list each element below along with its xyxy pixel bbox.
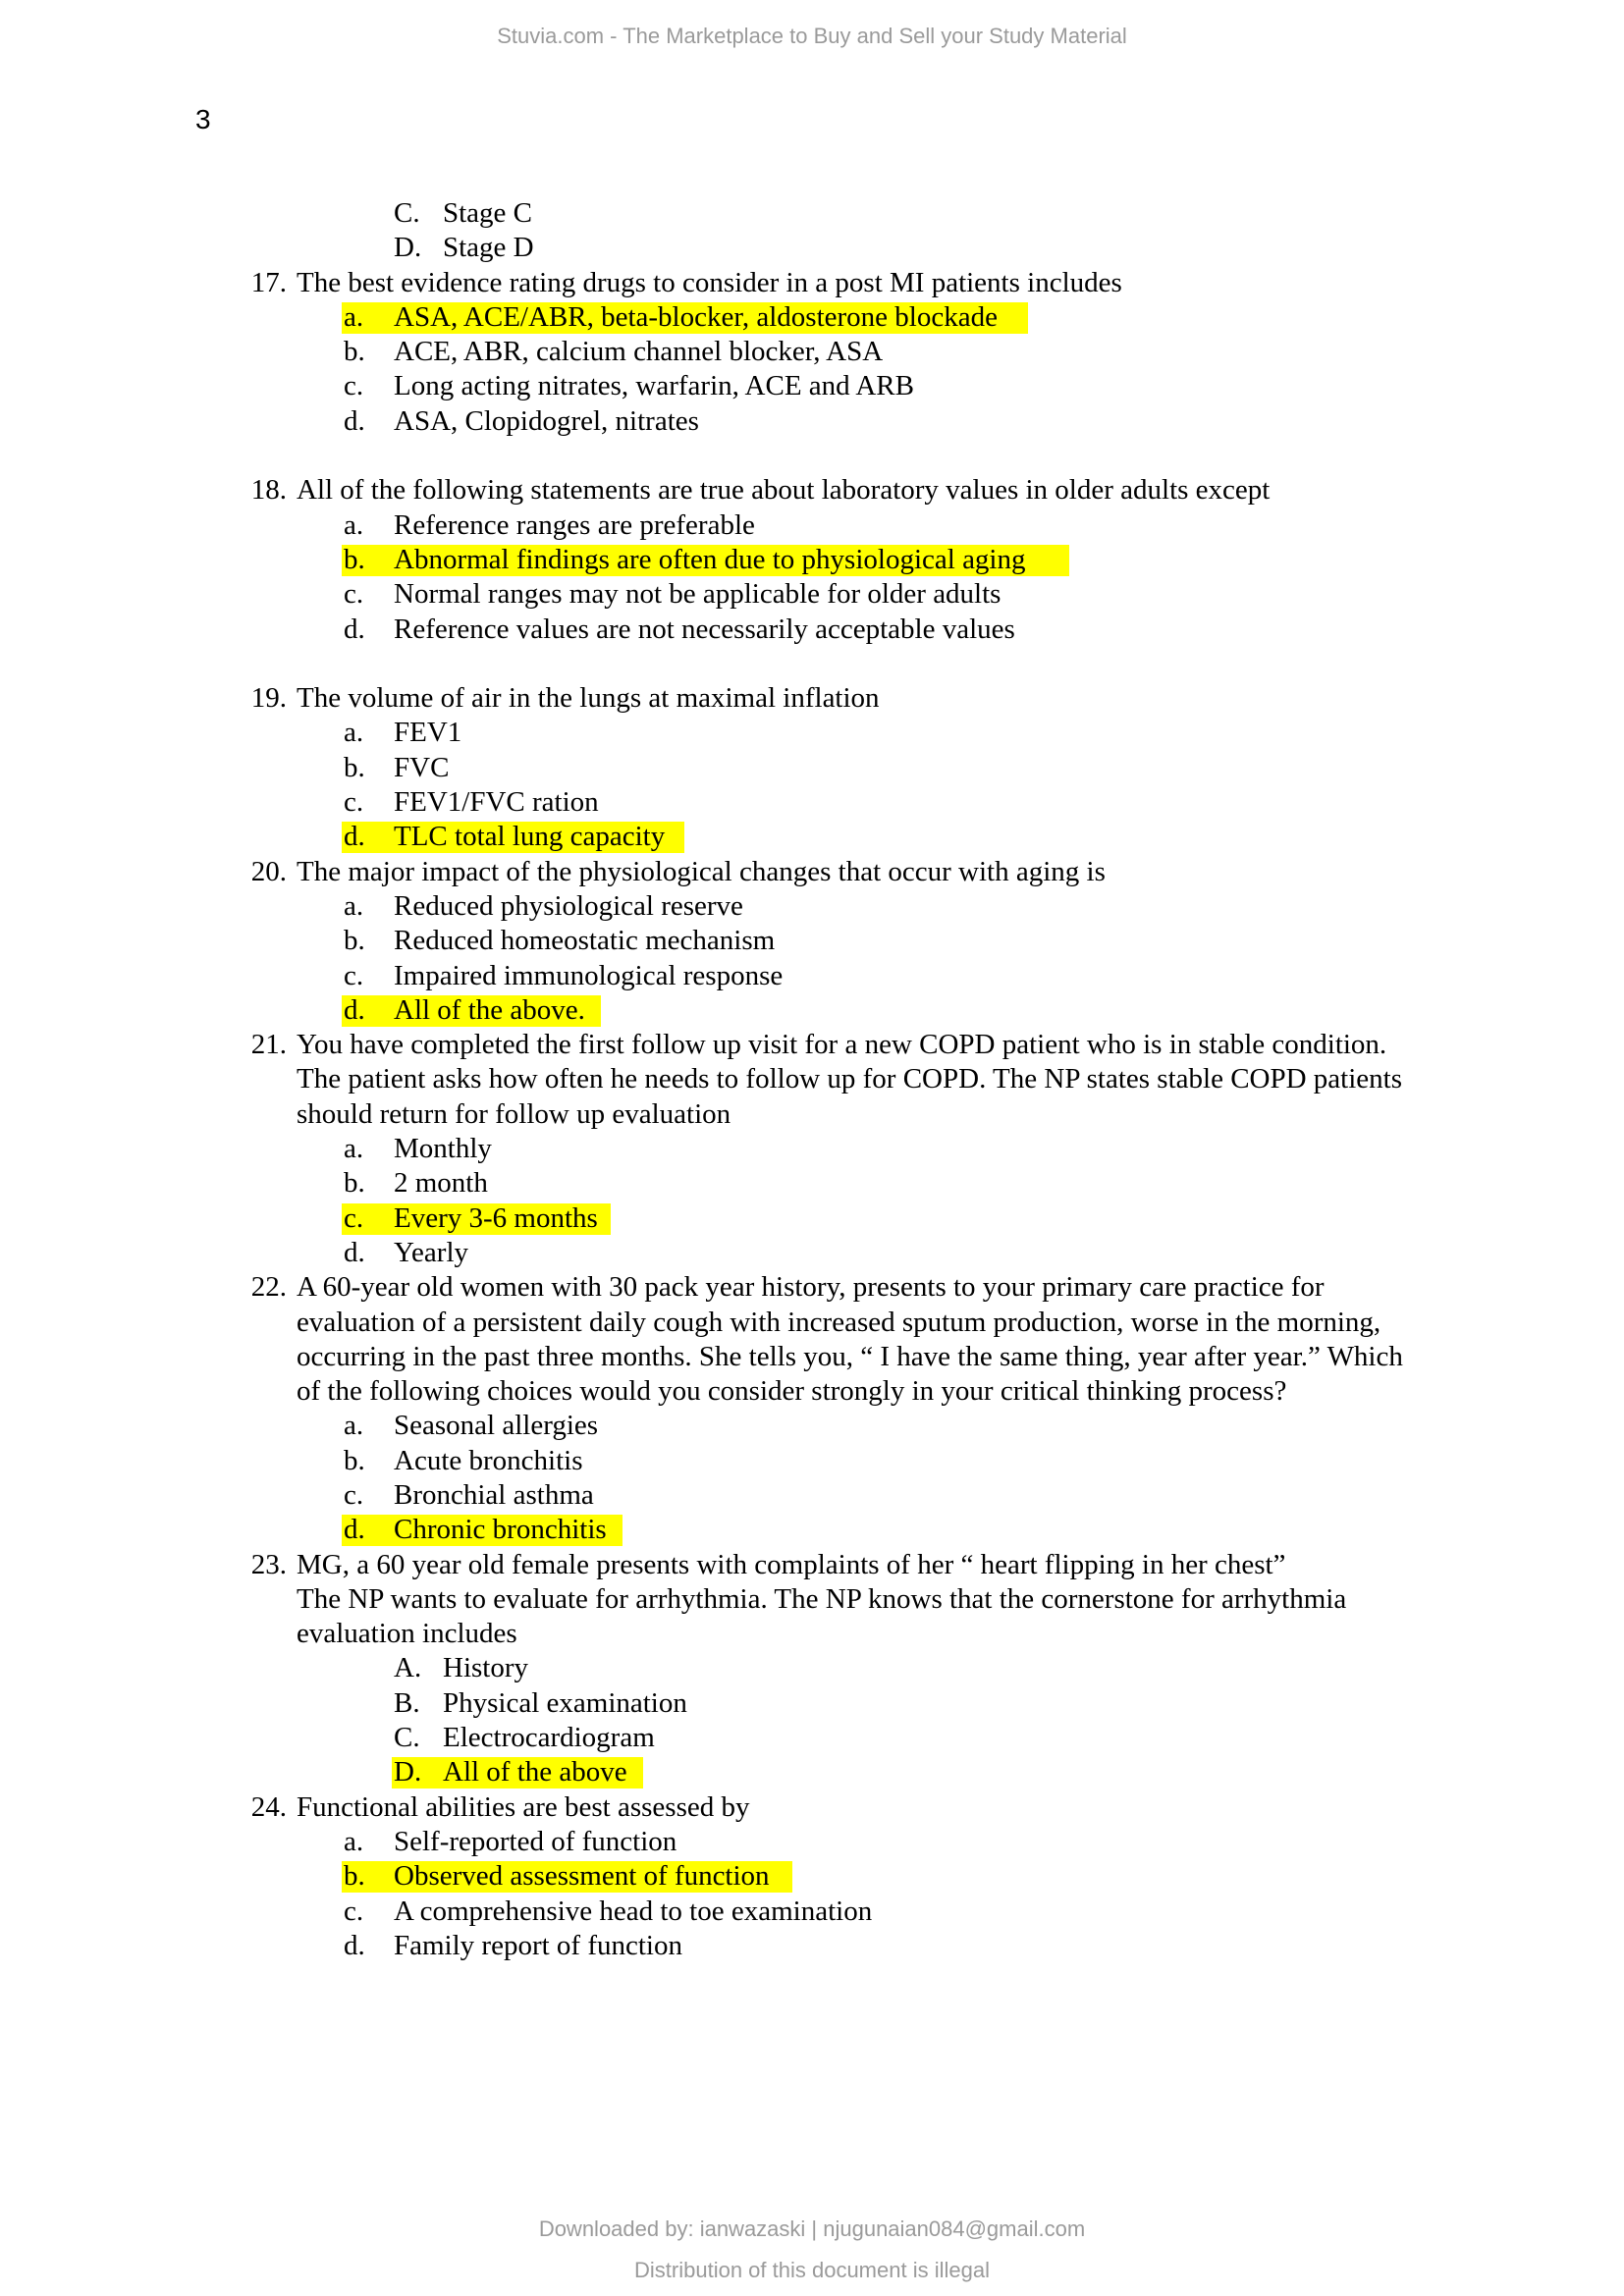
option-row [0, 1409, 1624, 1443]
option-label: b. [344, 336, 365, 368]
question-text: The major impact of the physiological changes that occur with aging is [297, 855, 1106, 887]
option-text: FEV1 [394, 717, 462, 749]
option-row [0, 1895, 1624, 1929]
option-label: a. [344, 1825, 364, 1857]
option-row [0, 959, 1624, 993]
option-text: ASA, ACE/ABR, beta-blocker, aldosterone blockade [394, 300, 998, 333]
option-text: Reference values are not necessarily acceptable values [394, 613, 1015, 645]
question-20 [0, 855, 1624, 889]
question-text: occurring in the past three months. She tells you, “ I have the same thing, year after year.” Which [297, 1340, 1403, 1372]
option-label: b. [344, 1860, 365, 1893]
option-label: c. [344, 1478, 364, 1511]
option-row [0, 1755, 1624, 1789]
option-row [0, 1651, 1624, 1685]
option-row [0, 820, 1624, 854]
option-text: Impaired immunological response [394, 959, 784, 991]
option-text: A comprehensive head to toe examination [394, 1895, 873, 1927]
question-text: evaluation of a persistent daily cough with increased sputum production, worse in the morning, [297, 1306, 1381, 1338]
option-row [0, 1859, 1624, 1894]
list-item [0, 231, 1624, 265]
option-text: Bronchial asthma [394, 1478, 594, 1511]
option-label: d. [344, 613, 365, 645]
option-label: d. [344, 1929, 365, 1961]
option-text: Abnormal findings are often due to physiological aging [394, 543, 1026, 575]
list-item [0, 196, 1624, 231]
question-text: evaluation includes [297, 1618, 517, 1650]
question-19 [0, 681, 1624, 716]
option-label: c. [344, 578, 364, 611]
option-row [0, 577, 1624, 612]
option-row [0, 1236, 1624, 1270]
option-label: c. [344, 786, 364, 819]
option-label: C. [394, 197, 420, 229]
footer-downloaded-by: Downloaded by: ianwazaski | njugunaian084@gmail.com [538, 2216, 1086, 2241]
option-text: Long acting nitrates, warfarin, ACE and ARB [394, 370, 914, 402]
document-body [0, 196, 1624, 1963]
option-row [0, 716, 1624, 750]
option-label: d. [344, 1236, 365, 1268]
question-text-line [0, 1306, 1624, 1340]
question-number: 23. [250, 1548, 287, 1580]
question-18 [0, 473, 1624, 507]
question-text: of the following choices would you consider strongly in your critical thinking process? [297, 1375, 1287, 1408]
option-text: Physical examination [443, 1686, 687, 1719]
option-label: c. [344, 1201, 364, 1234]
option-text: All of the above [443, 1756, 627, 1789]
option-label: c. [344, 370, 364, 402]
option-row [0, 1825, 1624, 1859]
option-text: TLC total lung capacity [394, 821, 666, 853]
question-text: MG, a 60 year old female presents with complaints of her “ heart flipping in her chest” [297, 1548, 1286, 1580]
option-label: b. [344, 543, 365, 575]
option-label: c. [344, 1895, 364, 1927]
question-number: 20. [250, 855, 287, 887]
option-row [0, 993, 1624, 1028]
option-text: FEV1/FVC ration [394, 786, 599, 819]
question-text-line [0, 1097, 1624, 1132]
option-label: D. [394, 1756, 422, 1789]
option-text: Stage C [443, 197, 533, 229]
option-text: Yearly [394, 1236, 468, 1268]
question-text: The volume of air in the lungs at maximal inflation [297, 682, 880, 715]
question-21 [0, 1028, 1624, 1062]
option-row [0, 924, 1624, 958]
question-text-line [0, 1062, 1624, 1096]
option-label: b. [344, 925, 365, 957]
option-row [0, 1513, 1624, 1547]
option-row [0, 1201, 1624, 1236]
question-22 [0, 1270, 1624, 1305]
option-text: Self-reported of function [394, 1825, 677, 1857]
option-text: 2 month [394, 1167, 488, 1200]
option-label: a. [344, 300, 364, 333]
option-text: History [443, 1652, 528, 1684]
question-text: You have completed the first follow up visit for a new COPD patient who is in stable condition. [297, 1029, 1387, 1061]
question-text-line [0, 1340, 1624, 1374]
question-number: 21. [250, 1029, 287, 1061]
option-text: Reduced homeostatic mechanism [394, 925, 776, 957]
option-text: Observed assessment of function [394, 1860, 770, 1893]
question-number: 24. [250, 1790, 287, 1823]
option-label: a. [344, 889, 364, 922]
option-label: c. [344, 959, 364, 991]
option-row [0, 543, 1624, 577]
header-watermark: Stuvia.com - The Marketplace to Buy and Sell your Study Material [497, 24, 1127, 48]
question-text-line [0, 1617, 1624, 1651]
question-number: 17. [250, 266, 287, 298]
question-text: All of the following statements are true about laboratory values in older adults except [297, 474, 1271, 507]
option-row [0, 613, 1624, 647]
option-row [0, 508, 1624, 543]
footer-distribution-notice: Distribution of this document is illegal [634, 2258, 990, 2282]
option-text: Reduced physiological reserve [394, 889, 743, 922]
question-number: 22. [250, 1271, 287, 1304]
option-row [0, 404, 1624, 439]
option-label: b. [344, 1167, 365, 1200]
option-text: ASA, Clopidogrel, nitrates [394, 404, 699, 437]
option-text: Reference ranges are preferable [394, 508, 755, 541]
option-label: d. [344, 821, 365, 853]
question-text-line [0, 1582, 1624, 1617]
option-row [0, 369, 1624, 403]
option-row [0, 889, 1624, 924]
option-row [0, 785, 1624, 820]
question-text: A 60-year old women with 30 pack year history, presents to your primary care practice for [297, 1271, 1325, 1304]
option-row [0, 1478, 1624, 1513]
question-text: Functional abilities are best assessed by [297, 1790, 750, 1823]
question-text: The NP wants to evaluate for arrhythmia. The NP knows that the cornerstone for arrhythmia [297, 1582, 1347, 1615]
question-text-line [0, 1374, 1624, 1409]
option-text: All of the above. [394, 993, 585, 1026]
option-row [0, 1132, 1624, 1166]
option-row [0, 751, 1624, 785]
option-text: Seasonal allergies [394, 1410, 599, 1442]
option-label: a. [344, 717, 364, 749]
question-24 [0, 1790, 1624, 1825]
question-text: should return for follow up evaluation [297, 1097, 731, 1130]
option-label: B. [394, 1686, 420, 1719]
option-text: Electrocardiogram [443, 1722, 655, 1754]
option-row [0, 300, 1624, 335]
option-row [0, 1686, 1624, 1721]
option-text: ACE, ABR, calcium channel blocker, ASA [394, 336, 884, 368]
option-row [0, 1929, 1624, 1963]
option-label: a. [344, 508, 364, 541]
question-number: 18. [250, 474, 287, 507]
option-label: d. [344, 404, 365, 437]
option-text: Normal ranges may not be applicable for older adults [394, 578, 1001, 611]
question-17 [0, 266, 1624, 300]
option-label: A. [394, 1652, 422, 1684]
option-label: a. [344, 1410, 364, 1442]
question-23 [0, 1548, 1624, 1582]
page-number: 3 [195, 104, 211, 134]
option-row [0, 1166, 1624, 1201]
option-row [0, 1721, 1624, 1755]
option-text: FVC [394, 751, 450, 783]
question-text: The patient asks how often he needs to follow up for COPD. The NP states stable COPD patients [297, 1063, 1403, 1095]
option-label: d. [344, 993, 365, 1026]
option-text: Chronic bronchitis [394, 1514, 607, 1546]
option-label: D. [394, 232, 422, 264]
question-text: The best evidence rating drugs to consider in a post MI patients includes [297, 266, 1122, 298]
option-label: C. [394, 1722, 420, 1754]
option-row [0, 335, 1624, 369]
option-text: Stage D [443, 232, 534, 264]
question-number: 19. [250, 682, 287, 715]
option-text: Family report of function [394, 1929, 682, 1961]
option-row [0, 1444, 1624, 1478]
option-text: Monthly [394, 1133, 492, 1165]
option-label: a. [344, 1133, 364, 1165]
option-text: Acute bronchitis [394, 1444, 583, 1476]
option-label: b. [344, 751, 365, 783]
option-label: b. [344, 1444, 365, 1476]
option-label: d. [344, 1514, 365, 1546]
option-text: Every 3-6 months [394, 1201, 598, 1234]
